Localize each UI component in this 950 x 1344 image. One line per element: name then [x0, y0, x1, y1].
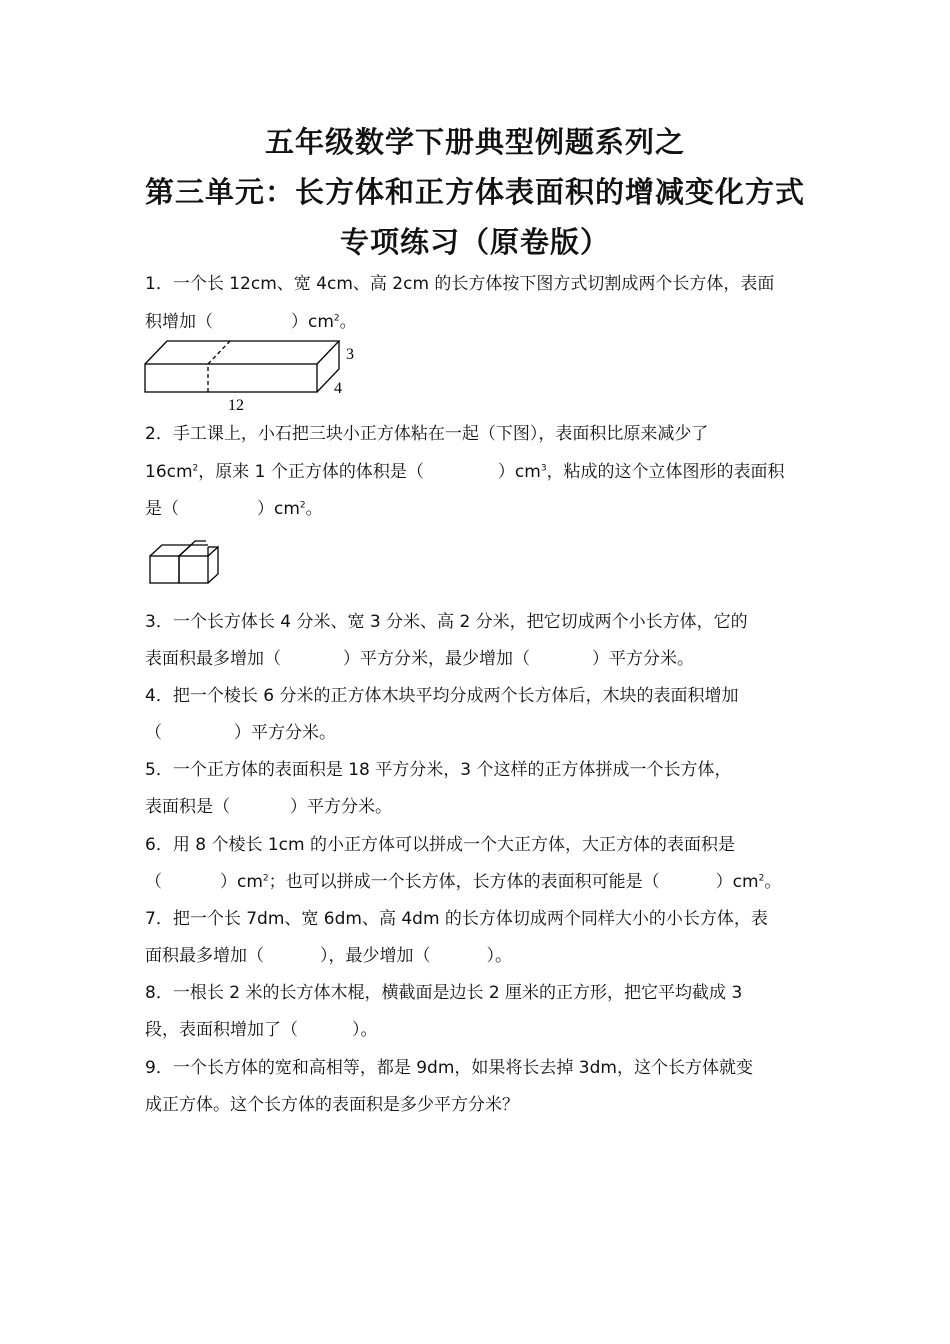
question-6-line-2	[145, 870, 815, 894]
q8-text-a: 段，表面积增加了（	[145, 1020, 298, 1040]
q2-text-a: 16cm	[145, 462, 193, 482]
q2-sup-3: 2	[299, 500, 306, 511]
question-6-line-1: 6．用 8 个棱长 1cm 的小正方体可以拼成一个大正方体，大正方体的表面积是	[145, 835, 735, 855]
cube-back-top	[179, 545, 208, 556]
q2-text-c: ）cm	[497, 462, 541, 482]
q4-text-b: ）平方分米。	[234, 723, 336, 743]
q5-text-a: 表面积是（	[145, 797, 230, 817]
title-line-1: 五年级数学下册典型例题系列之	[264, 125, 685, 159]
q1-text-a: 积增加（	[145, 312, 213, 332]
cuboid-figure	[140, 336, 370, 416]
three-cubes-figure	[146, 538, 226, 588]
q2-text-g: 。	[305, 499, 323, 519]
title-line-2: 第三单元：长方体和正方体表面积的增减变化方式	[144, 175, 805, 209]
q1-sup: 2	[333, 313, 340, 324]
q4-text-a: （	[145, 723, 162, 743]
question-2-line-2	[145, 460, 815, 484]
question-2-line-3	[145, 497, 815, 521]
cube-right-side	[208, 547, 218, 583]
q7-text-b: ），最少增加（	[320, 946, 431, 966]
question-5-line-1: 5．一个正方体的表面积是 18 平方分米，3 个这样的正方体拼成一个长方体，	[145, 760, 732, 780]
q6-text-c: ；也可以拼成一个长方体，长方体的表面积可能是（	[268, 872, 660, 892]
title-line-3: 专项练习（原卷版）	[339, 225, 610, 259]
q2-text-f: ）cm	[257, 499, 300, 519]
question-9-line-1: 9．一个长方体的宽和高相等，都是 9dm，如果将长去掉 3dm，这个长方体就变	[145, 1058, 753, 1078]
question-4-line-1: 4．把一个棱长 6 分米的正方体木块平均分成两个长方体后，木块的表面积增加	[145, 686, 739, 706]
question-3-line-2	[145, 647, 815, 671]
q1-text-c: 。	[339, 312, 357, 332]
q5-text-b: ）平方分米。	[290, 797, 392, 817]
question-5-line-2	[145, 795, 815, 819]
q6-text-a: （	[145, 872, 162, 892]
question-7-line-1: 7．把一个长 7dm、宽 6dm、高 4dm 的长方体切成两个同样大小的小长方体，表	[145, 909, 768, 929]
question-2-line-1: 2．手工课上，小石把三块小正方体粘在一起（下图），表面积比原来减少了	[145, 424, 709, 444]
question-9-line-2: 成正方体。这个长方体的表面积是多少平方分米？	[145, 1095, 519, 1115]
question-1-line-2	[145, 310, 815, 334]
q2-sup-1: 2	[192, 463, 199, 474]
q7-text-a: 面积最多增加（	[145, 946, 264, 966]
label-height: 3	[346, 346, 354, 363]
q1-text-b: ）cm	[291, 312, 334, 332]
question-3-line-1: 3．一个长方体长 4 分米、宽 3 分米、高 2 分米，把它切成两个小长方体，它的	[145, 612, 748, 632]
cut-line-top	[208, 341, 230, 364]
q2-sup-2: 3	[540, 463, 547, 474]
q3-text-c: ）平方分米。	[592, 649, 694, 669]
q2-text-d: ，粘成的这个立体图形的表面积	[546, 462, 785, 482]
question-4-line-2	[145, 721, 815, 745]
label-width: 4	[334, 380, 342, 397]
q2-text-e: 是（	[145, 499, 179, 519]
q3-text-b: ）平方分米，最少增加（	[343, 649, 530, 669]
q7-text-c: ）。	[486, 946, 512, 966]
question-8-line-2	[145, 1018, 815, 1042]
q2-text-b: ，原来 1 个正方体的体积是（	[198, 462, 424, 482]
question-8-line-1: 8．一根长 2 米的长方体木棍，横截面是边长 2 厘米的正方形，把它平均截成 3	[145, 983, 743, 1003]
question-7-line-2	[145, 944, 815, 968]
q6-text-d: ）cm	[715, 872, 759, 892]
q8-text-b: ）。	[352, 1020, 378, 1040]
q3-text-a: 表面积最多增加（	[145, 649, 281, 669]
cube-right-front	[179, 556, 208, 583]
cuboid-front-face	[145, 364, 317, 392]
label-length: 12	[228, 397, 244, 414]
question-1-line-1: 1．一个长 12cm、宽 4cm、高 2cm 的长方体按下图方式切割成两个长方体，表面	[145, 274, 775, 294]
q6-text-e: 。	[764, 872, 782, 892]
q6-sup-1: 2	[262, 873, 269, 884]
q6-sup-2: 2	[758, 873, 765, 884]
q6-text-b: ）cm	[220, 872, 263, 892]
cuboid-top-face	[145, 341, 339, 364]
cube-left-front	[150, 556, 179, 583]
